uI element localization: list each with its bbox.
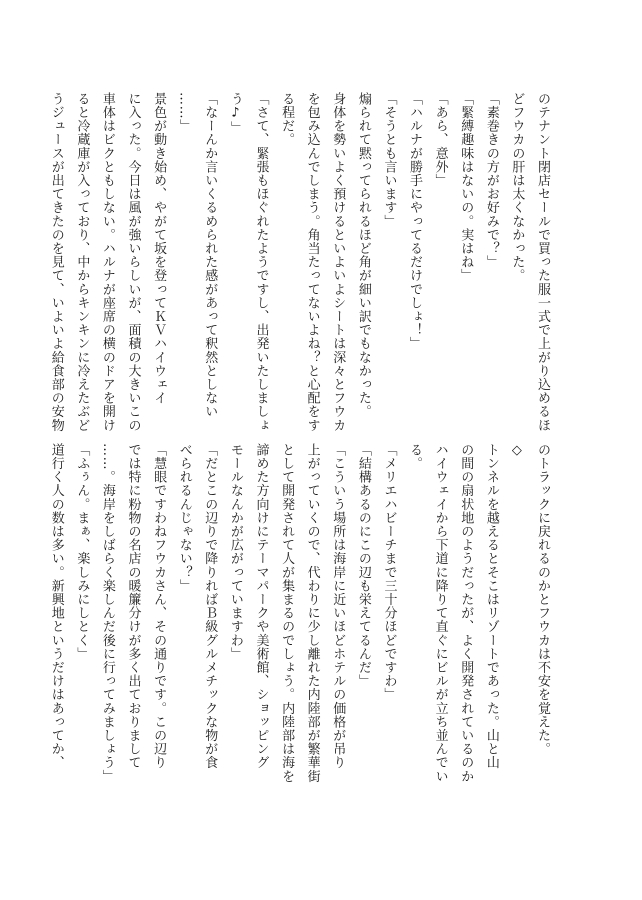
text-line: 「素巻きの方がお好みで？」 <box>483 92 499 269</box>
section-break-mark: ◇ <box>509 443 525 459</box>
text-line: 「そうとも言います」 <box>381 92 397 228</box>
text-line: 「緊縛趣味はないの。実はね」 <box>458 92 474 283</box>
text-line: どフウカの肝は太くなかった。 <box>509 92 525 283</box>
text-line: 「さて、緊張もほぐれたようですし、出発いたしましょ <box>253 92 269 432</box>
text-line: 「なーんか言いくるめられた感があって釈然としない <box>202 92 218 419</box>
text-line: 道行く人の数は多い。新興地というだけはあってか、 <box>48 443 64 770</box>
text-line: の間の扇状地のようだったが、よく開発されているのか <box>458 443 474 783</box>
text-line: ハイウェイから下道に降りて直ぐにビルが立ち並んでい <box>432 443 448 783</box>
text-line: のテナント閉店セールで買った服一式で上がり込めるほ <box>535 92 550 432</box>
text-line: 上がっていくので、代わりに少し離れた内陸部が繁華街 <box>304 443 320 783</box>
text-line: る程だ。 <box>279 92 295 147</box>
text-line: 「慧眼ですわねフウカさん、その通りです。この辺り <box>151 443 167 770</box>
text-line: モールなんかが広がっていますわ」 <box>227 443 243 661</box>
text-line: うジュースが出てきたのを見て、いよいよ給食部の安物 <box>48 92 64 432</box>
text-line: 諦めた方向けにテーマパークや美術館、ショッピング <box>253 443 269 770</box>
text-line: 煽られて黙ってられるほど角が細い訳でもなかった。 <box>355 92 371 419</box>
text-line: 「ハルナが勝手にやってるだけでしょ！」 <box>407 92 423 351</box>
text-line: ……。海岸をしばらく楽しんだ後に行ってみましょう」 <box>99 443 115 783</box>
upper-text-block <box>48 92 555 432</box>
text-line: 「ふぅん。まぁ、楽しみにしとく」 <box>74 443 90 661</box>
text-line: う♪」 <box>227 92 243 135</box>
text-line: のトラックに戻れるのかとフウカは不安を覚えた。 <box>535 443 550 756</box>
text-line: に入った。今日は風が強いらしいが、面積の大きいこの <box>125 92 141 432</box>
text-line: として開発されて人が集まるのでしょう。内陸部は海を <box>279 443 295 783</box>
text-line: を包み込んでしまう。角当たってないよね？と心配をす <box>304 92 320 432</box>
text-line: 身体を勢いよく預けるといよいよシートは深々とフウカ <box>330 92 346 432</box>
text-line: 車体はビクともしない。ハルナが座席の横のドアを開け <box>99 92 115 432</box>
lower-text-block <box>48 443 555 788</box>
text-line: ……」 <box>176 92 192 133</box>
text-line: 「こういう場所は海岸に近いほどホテルの価格が吊り <box>330 443 346 770</box>
text-line: 「メリエハビーチまで三十分ほどですわ」 <box>381 443 397 702</box>
text-line: 「あら、意外」 <box>432 92 448 188</box>
text-line: べられるんじゃない？」 <box>176 443 192 593</box>
text-line: では特に粉物の名店の暖簾分けが多く出ておりまして <box>125 443 141 770</box>
text-line: ると冷蔵庫が入っており、中からキンキンに冷えたぶど <box>74 92 90 432</box>
text-line: 「結構あるのにこの辺も栄えてるんだ」 <box>355 443 371 688</box>
text-line: 「だとこの辺りで降りればＢ級グルメチックな物が食 <box>202 443 218 770</box>
text-line: トンネルを越えるとそこはリゾートであった。山と山 <box>483 443 499 770</box>
text-line: る。 <box>407 443 423 471</box>
text-line: 景色が動き始め、やがて坂を登ってＫＶハイウェイ <box>151 92 167 405</box>
